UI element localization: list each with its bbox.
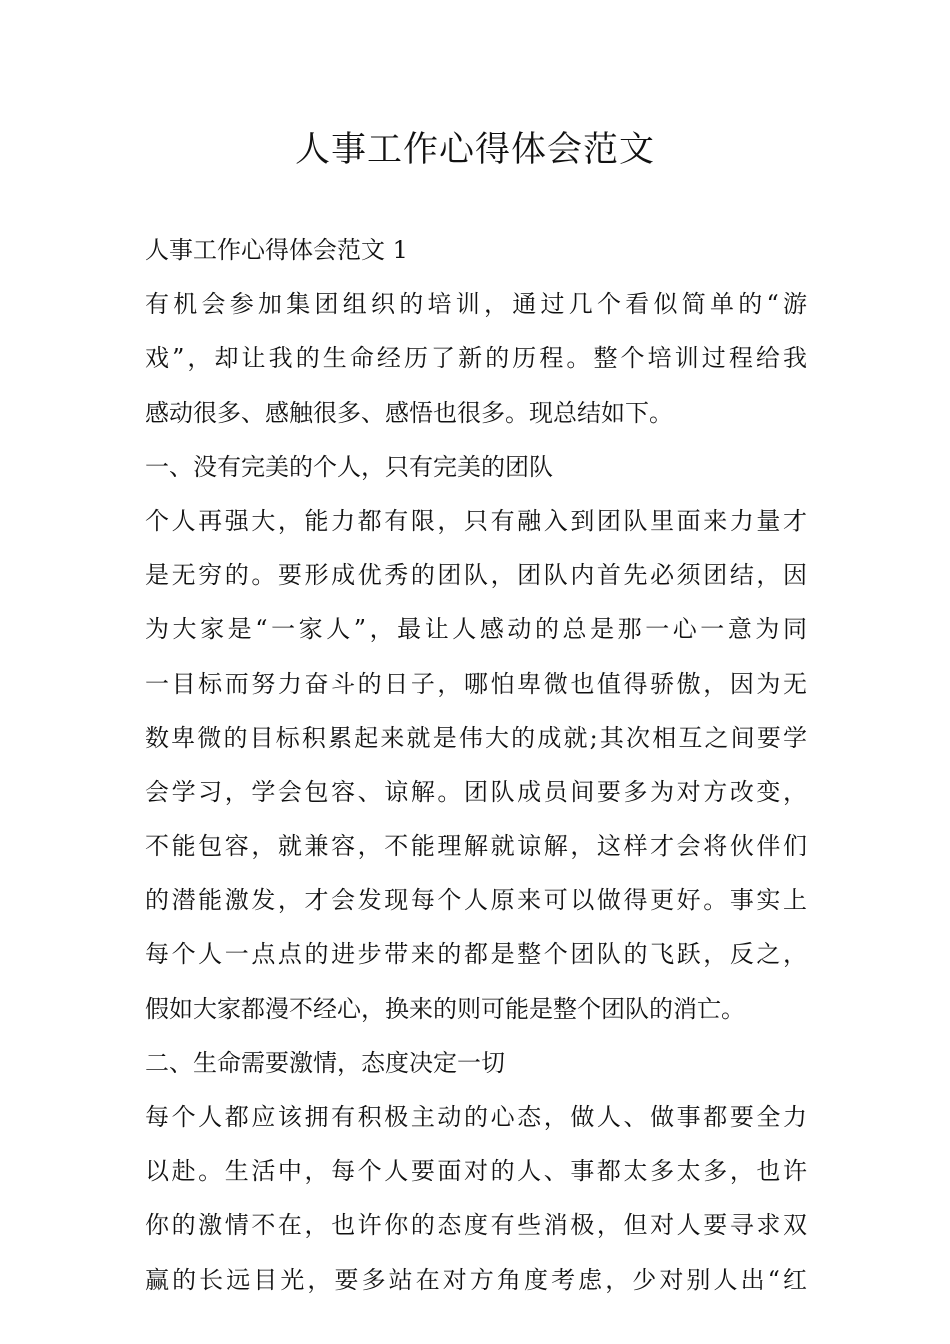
paragraph-line: 假如大家都漫不经心，换来的则可能是整个团队的消亡。 (145, 994, 745, 1023)
section-heading: 人事工作心得体会范文 1 (145, 236, 408, 264)
paragraph-line: 戏”，却让我的生命经历了新的历程。整个培训过程给我 (145, 344, 807, 373)
paragraph-line: 一目标而努力奋斗的日子，哪怕卑微也值得骄傲，因为无 (145, 669, 807, 698)
paragraph-line: 为大家是“一家人”，最让人感动的总是那一心一意为同 (145, 615, 807, 644)
document-body (145, 223, 807, 1307)
section-heading: 一、没有完美的个人，只有完美的团队 (145, 452, 553, 481)
paragraph-line: 以赴。生活中，每个人要面对的人、事都太多太多，也许 (145, 1157, 807, 1186)
paragraph-line: 有机会参加集团组织的培训，通过几个看似简单的“游 (145, 290, 807, 319)
paragraph-line: 会学习，学会包容、谅解。团队成员间要多为对方改变， (145, 777, 807, 806)
paragraph-line: 赢的长远目光，要多站在对方角度考虑，少对别人出“红 (145, 1265, 807, 1294)
paragraph-line: 个人再强大，能力都有限，只有融入到团队里面来力量才 (145, 506, 807, 535)
paragraph-line: 数卑微的目标积累起来就是伟大的成就;其次相互之间要学 (145, 723, 807, 752)
paragraph-line: 你的激情不在，也许你的态度有些消极，但对人要寻求双 (145, 1211, 807, 1240)
paragraph-line: 感动很多、感触很多、感悟也很多。现总结如下。 (145, 398, 673, 427)
paragraph-line: 不能包容，就兼容，不能理解就谅解，这样才会将伙伴们 (145, 832, 807, 861)
paragraph-line: 是无穷的。要形成优秀的团队，团队内首先必须团结，因 (145, 561, 807, 590)
paragraph-line: 每个人都应该拥有积极主动的心态，做人、做事都要全力 (145, 1103, 807, 1131)
paragraph-line: 的潜能激发，才会发现每个人原来可以做得更好。事实上 (145, 886, 807, 915)
document-title: 人事工作心得体会范文 (294, 130, 655, 170)
section-heading: 二、生命需要激情，态度决定一切 (145, 1048, 505, 1077)
paragraph-line: 每个人一点点的进步带来的都是整个团队的飞跃，反之， (145, 940, 807, 969)
